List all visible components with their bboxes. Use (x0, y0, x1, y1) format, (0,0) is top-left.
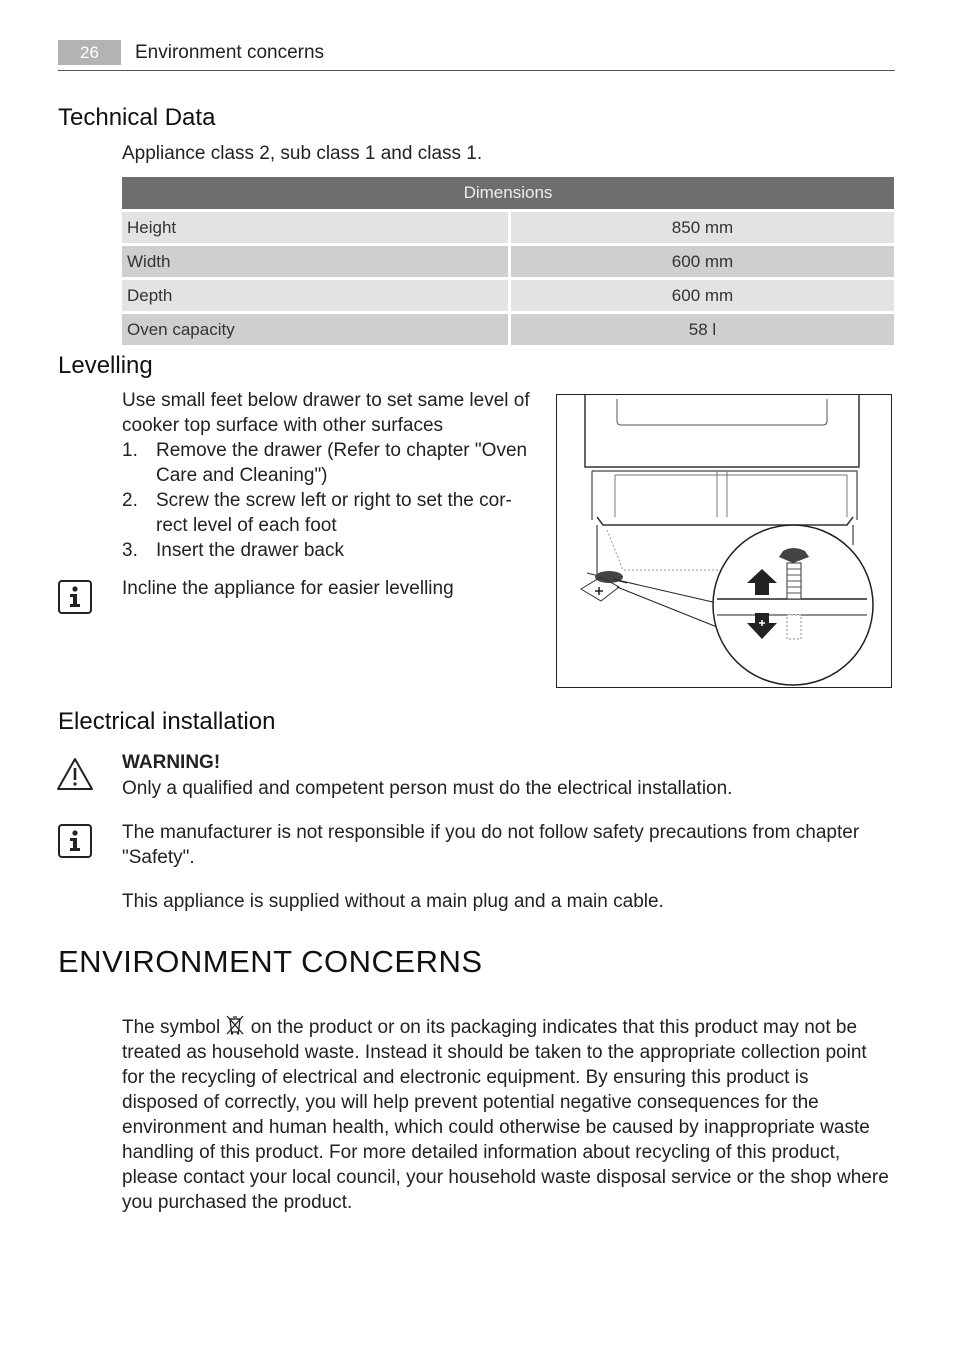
appliance-class-text: Appliance class 2, sub class 1 and class 1. (122, 143, 483, 164)
warning-triangle-icon (56, 757, 94, 791)
manufacturer-note (122, 820, 859, 870)
step-number: 1. (122, 440, 138, 461)
technical-data-heading: Technical Data (58, 104, 216, 131)
step-text: Care and Cleaning") (156, 465, 328, 486)
row-label: Depth (122, 280, 508, 311)
step-text: Remove the drawer (Refer to chapter "Oven (156, 440, 528, 461)
row-value: 600 mm (508, 280, 894, 311)
levelling-instructions (122, 388, 542, 563)
table-row (122, 246, 894, 277)
dimensions-header: Dimensions (122, 177, 894, 209)
environment-concerns-heading: ENVIRONMENT CONCERNS (58, 944, 483, 979)
plug-cable-note: This appliance is supplied without a main plug and a main cable. (122, 891, 664, 912)
dimensions-table (122, 174, 894, 348)
paragraph-line: handling of this product. For more detailed information about recycling of this product, (122, 1142, 841, 1163)
row-value: 600 mm (508, 246, 894, 277)
paragraph-line: treated as household waste. Instead it should be taken to the appropriate collection point (122, 1042, 867, 1063)
electrical-installation-heading: Electrical installation (58, 708, 276, 735)
symbol-prefix: The symbol (122, 1017, 221, 1038)
list-item (122, 538, 542, 563)
drawer-foot-diagram (557, 395, 890, 686)
paragraph-line: environment and human health, which could otherwise be caused by inappropriate waste (122, 1117, 870, 1138)
info-icon (58, 824, 92, 858)
running-header: Environment concerns (135, 42, 325, 63)
levelling-steps (122, 438, 542, 563)
step-text: Insert the drawer back (156, 540, 344, 561)
step-text: rect level of each foot (156, 515, 337, 536)
info-icon (58, 580, 92, 614)
levelling-heading: Levelling (58, 352, 153, 379)
table-row (122, 280, 894, 311)
manufacturer-note-line: The manufacturer is not responsible if you do not follow safety precautions from chapter (122, 822, 860, 843)
table-row (122, 212, 894, 243)
header-divider (58, 70, 895, 71)
paragraph-line (122, 1014, 902, 1040)
list-item (122, 488, 542, 538)
step-number: 3. (122, 540, 138, 561)
environment-paragraph (122, 1014, 902, 1215)
step-text: Screw the screw left or right to set the cor- (156, 490, 512, 511)
paragraph-line: please contact your local council, your household waste disposal service or the shop where (122, 1167, 889, 1188)
page-number: 26 (58, 40, 121, 65)
list-item (122, 438, 542, 488)
levelling-tip: Incline the appliance for easier levelling (122, 578, 454, 599)
row-label: Height (122, 212, 508, 243)
paragraph-line: for the recycling of electrical and electronic equipment. By ensuring this product is (122, 1067, 809, 1088)
crossed-bin-icon (225, 1014, 245, 1036)
row-label: Width (122, 246, 508, 277)
warning-title: WARNING! (122, 752, 221, 773)
paragraph-line: you purchased the product. (122, 1192, 353, 1213)
row-label: Oven capacity (122, 314, 508, 345)
levelling-intro-line: cooker top surface with other surfaces (122, 415, 444, 436)
table-row (122, 314, 894, 345)
paragraph-line: disposed of correctly, you will help prevent potential negative consequences for the (122, 1092, 819, 1113)
warning-text: Only a qualified and competent person must do the electrical installation. (122, 778, 733, 799)
levelling-illustration (556, 394, 892, 688)
row-value: 58 l (508, 314, 894, 345)
levelling-intro-line: Use small feet below drawer to set same level of (122, 390, 530, 411)
manufacturer-note-line: "Safety". (122, 847, 195, 868)
step-number: 2. (122, 490, 138, 511)
row-value: 850 mm (508, 212, 894, 243)
line-rest: on the product or on its packaging indicates that this product may not be (250, 1017, 858, 1038)
